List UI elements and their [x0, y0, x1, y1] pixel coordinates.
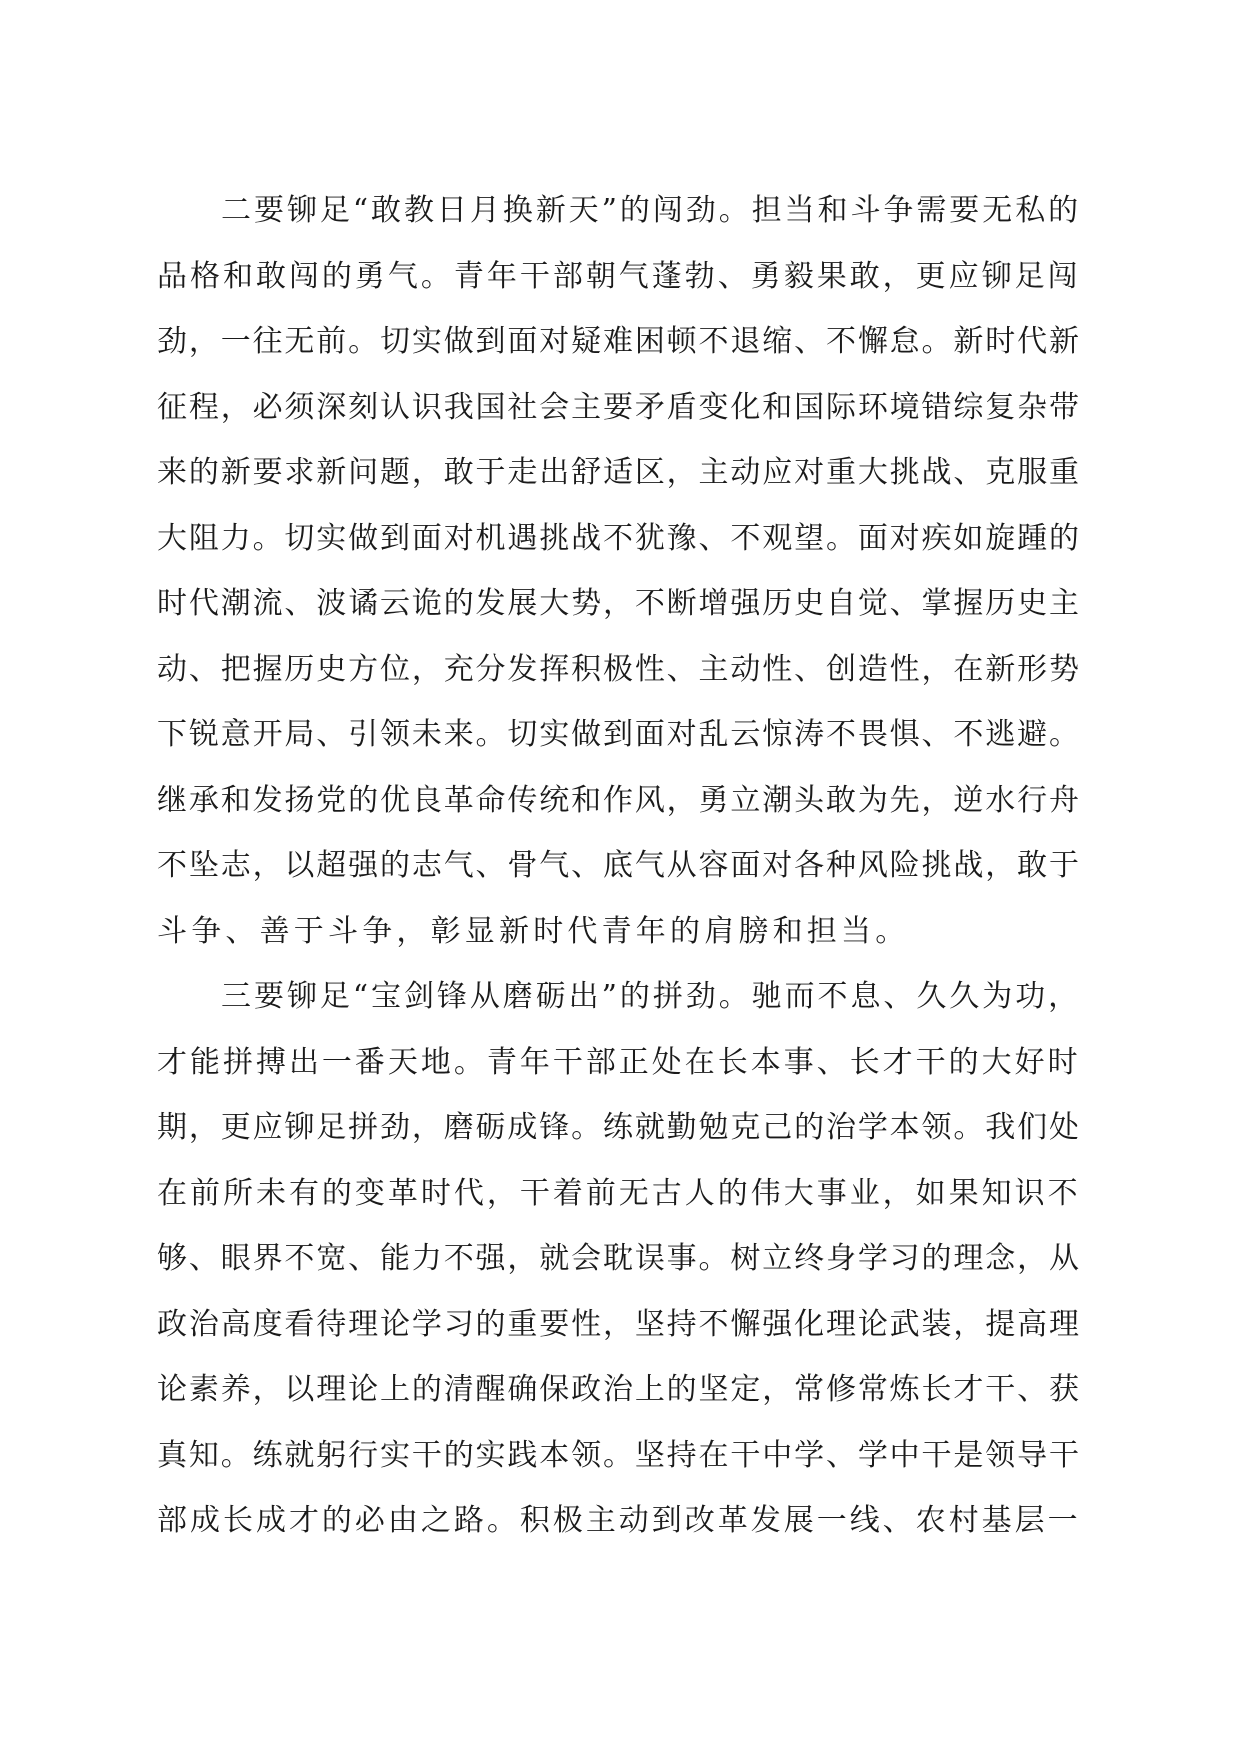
text-line: 够、眼界不宽、能力不强，就会耽误事。树立终身学习的理念，从: [157, 1241, 1081, 1276]
text-line: 斗争、善于斗争，彰显新时代青年的肩膀和担当。: [157, 913, 910, 949]
text-line: 劲，一往无前。切实做到面对疑难困顿不退缩、不懈怠。新时代新: [157, 324, 1081, 359]
text-line: 不坠志，以超强的志气、骨气、底气从容面对各种风险挑战，敢于: [157, 848, 1081, 883]
text-line: 在前所未有的变革时代，干着前无古人的伟大事业，如果知识不: [157, 1175, 1081, 1211]
text-line: 时代潮流、波谲云诡的发展大势，不断增强历史自觉、掌握历史主: [157, 586, 1081, 621]
text-line: 下锐意开局、引领未来。切实做到面对乱云惊涛不畏惧、不逃避。: [157, 717, 1081, 752]
body-text: [157, 178, 1081, 1554]
text-line: 征程，必须深刻认识我国社会主要矛盾变化和国际环境错综复杂带: [157, 389, 1081, 425]
text-line: 动、把握历史方位，充分发挥积极性、主动性、创造性，在新形势: [157, 651, 1081, 687]
text-line: 三要铆足“宝剑锋从磨砺出”的拼劲。驰而不息、久久为功，: [221, 979, 1082, 1014]
text-line: 二要铆足“敢教日月换新天”的闯劲。担当和斗争需要无私的: [221, 193, 1082, 228]
text-line: 继承和发扬党的优良革命传统和作风，勇立潮头敢为先，逆水行舟: [157, 782, 1081, 818]
text-line: 真知。练就躬行实干的实践本领。坚持在干中学、学中干是领导干: [157, 1437, 1081, 1473]
text-line: 大阻力。切实做到面对机遇挑战不犹豫、不观望。面对疾如旋踵的: [157, 520, 1081, 556]
text-line: 才能拼搏出一番天地。青年干部正处在长本事、长才干的大好时: [157, 1044, 1081, 1080]
text-line: 部成长成才的必由之路。积极主动到改革发展一线、农村基层一: [157, 1503, 1081, 1538]
text-line: 政治高度看待理论学习的重要性，坚持不懈强化理论武装，提高理: [157, 1306, 1081, 1342]
text-line: 期，更应铆足拼劲，磨砺成锋。练就勤勉克己的治学本领。我们处: [157, 1110, 1081, 1145]
text-line: 品格和敢闯的勇气。青年干部朝气蓬勃、勇毅果敢，更应铆足闯: [157, 258, 1081, 294]
text-line: 论素养，以理论上的清醒确保政治上的坚定，常修常炼长才干、获: [157, 1372, 1081, 1407]
text-line: 来的新要求新问题，敢于走出舒适区，主动应对重大挑战、克服重: [157, 455, 1081, 490]
